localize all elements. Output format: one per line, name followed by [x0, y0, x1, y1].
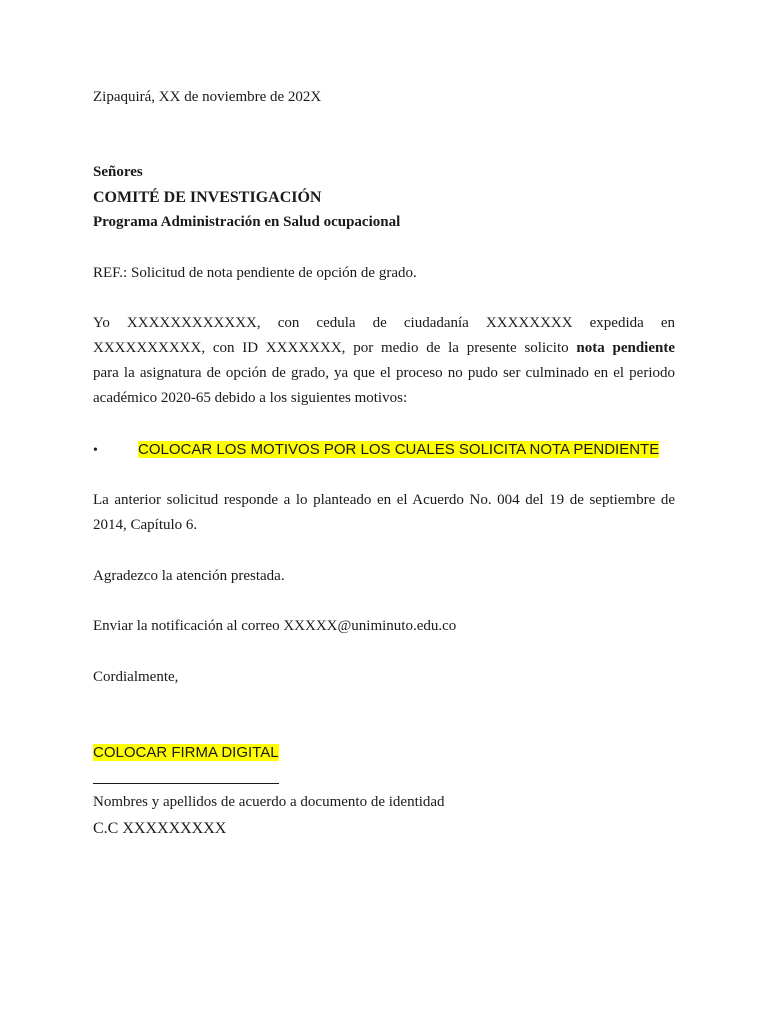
signature-placeholder-text: COLOCAR FIRMA DIGITAL	[93, 744, 279, 761]
signer-id: C.C XXXXXXXXX	[93, 820, 227, 837]
reasons-placeholder	[138, 437, 659, 462]
salutation: Señores	[93, 164, 143, 180]
request-paragraph	[93, 311, 675, 411]
bullet-icon: •	[93, 443, 98, 458]
thanks-line: Agradezco la atención prestada.	[93, 568, 285, 584]
signer-name: Nombres y apellidos de acuerdo a documento de identidad	[93, 794, 445, 810]
request-line-2-text: XXXXXXXXXX, con ID XXXXXXX, por medio de la presente solicito	[93, 340, 577, 356]
place-date: Zipaquirá, XX de noviembre de 202X	[93, 89, 322, 105]
request-line-4: académico 2020-65 debido a los siguientes motivos:	[93, 390, 408, 406]
request-line-3: para la asignatura de opción de grado, ya que el proceso no pudo ser culminado en el periodo	[93, 365, 675, 381]
request-line-1: Yo XXXXXXXXXXXX, con cedula de ciudadanía XXXXXXXX expedida en	[93, 315, 675, 331]
reference-line: REF.: Solicitud de nota pendiente de opción de grado.	[93, 265, 417, 281]
signature-placeholder	[93, 740, 279, 765]
agreement-line-2: 2014, Capítulo 6.	[93, 517, 198, 533]
agreement-line-1: La anterior solicitud responde a lo planteado en el Acuerdo No. 004 del 19 de septiembre de	[93, 492, 675, 508]
closing-line: Cordialmente,	[93, 669, 179, 685]
committee-name: COMITÉ DE INVESTIGACIÓN	[93, 189, 322, 206]
notification-line: Enviar la notificación al correo XXXXX@uniminuto.edu.co	[93, 618, 457, 634]
request-emphasis: nota pendiente	[576, 340, 675, 356]
agreement-paragraph	[93, 488, 675, 538]
program-name: Programa Administración en Salud ocupacional	[93, 214, 401, 230]
reasons-placeholder-text: COLOCAR LOS MOTIVOS POR LOS CUALES SOLICITA NOTA PENDIENTE	[138, 441, 660, 458]
request-line-2	[93, 336, 675, 361]
signature-line	[93, 783, 279, 784]
